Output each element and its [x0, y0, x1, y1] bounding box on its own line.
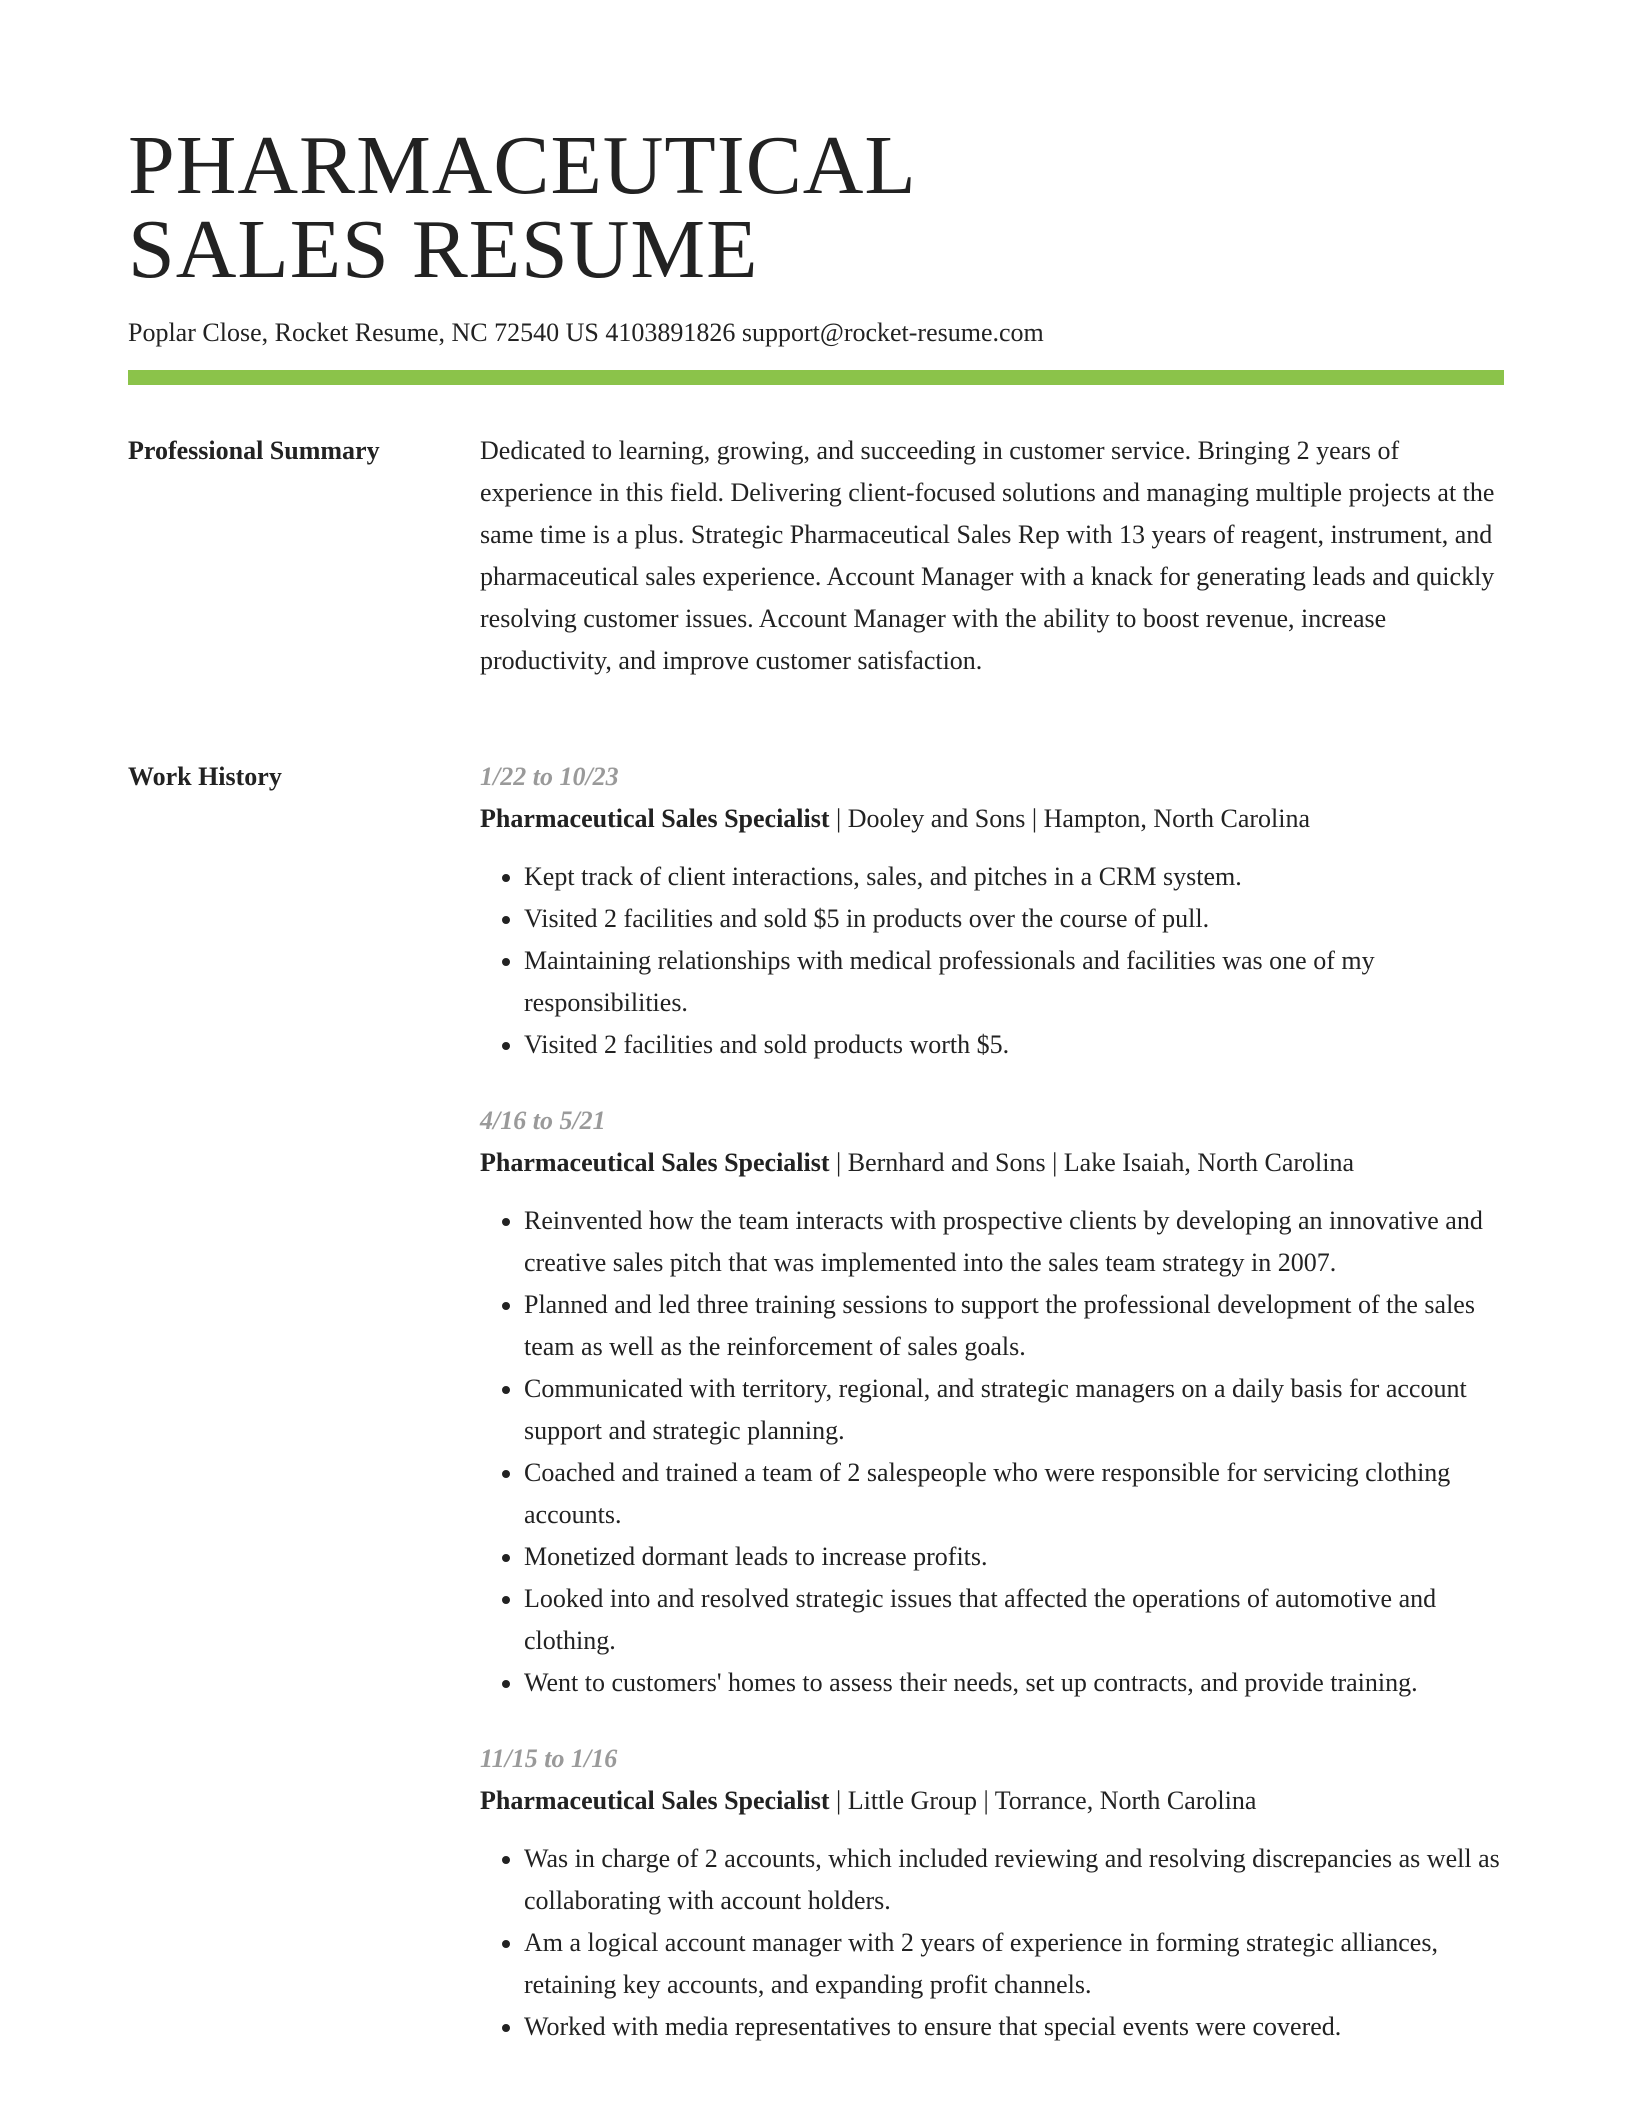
job-bullet-list: [480, 856, 1510, 1066]
resume-title: [128, 119, 917, 296]
job-bullet: • Monetized dormant leads to increase profits.: [524, 1536, 1510, 1578]
job-bullet: • Was in charge of 2 accounts, which included reviewing and resolving discrepancies as well as collaborating with account holders.: [524, 1838, 1510, 1922]
job-entry: [480, 756, 1510, 1066]
job-bullet: • Looked into and resolved strategic issues that affected the operations of automotive and clothing.: [524, 1578, 1510, 1662]
resume-title-line-1: PHARMACEUTICAL: [128, 119, 917, 212]
job-dates: 1/22 to 10/23: [480, 762, 619, 791]
job-bullet: • Went to customers' homes to assess their needs, set up contracts, and provide training.: [524, 1662, 1510, 1704]
job-details: | Dooley and Sons | Hampton, North Carolina: [829, 804, 1311, 833]
work-history-label: Work History: [128, 762, 282, 791]
job-details: | Little Group | Torrance, North Carolina: [829, 1786, 1257, 1815]
resume-title-line-2: SALES RESUME: [128, 203, 759, 296]
job-bullet: • Communicated with territory, regional, and strategic managers on a daily basis for account support and strategic planning.: [524, 1368, 1510, 1452]
job-bullet: • Coached and trained a team of 2 salespeople who were responsible for servicing clothing accounts.: [524, 1452, 1510, 1536]
job-bullet: • Maintaining relationships with medical professionals and facilities was one of my responsibilities.: [524, 940, 1510, 1024]
job-entry: [480, 1100, 1510, 1704]
professional-summary-body: [480, 430, 1510, 682]
job-bullet: • Worked with media representatives to ensure that special events were covered.: [524, 2006, 1510, 2048]
professional-summary-label: Professional Summary: [128, 436, 380, 465]
contact-info: Poplar Close, Rocket Resume, NC 72540 US 4103891826 support@rocket-resume.com: [128, 318, 1044, 347]
job-title: Pharmaceutical Sales Specialist: [480, 804, 830, 833]
job-heading: [480, 1142, 1510, 1184]
job-title: Pharmaceutical Sales Specialist: [480, 1786, 830, 1815]
job-bullet: • Planned and led three training sessions to support the professional development of the sales team as well as the reinforcement of sales goals.: [524, 1284, 1510, 1368]
job-dates: 4/16 to 5/21: [480, 1106, 606, 1135]
job-details: | Bernhard and Sons | Lake Isaiah, North Carolina: [829, 1148, 1355, 1177]
job-bullet: • Am a logical account manager with 2 years of experience in forming strategic alliances, retaining key accounts, and expanding profit channels.: [524, 1922, 1510, 2006]
job-bullet: • Visited 2 facilities and sold $5 in products over the course of pull.: [524, 898, 1510, 940]
professional-summary-text: Dedicated to learning, growing, and succeeding in customer service. Bringing 2 years of experience in this field. Delivering client-focused solutions and managing multiple projects at the same time is a plus. Strategic Pharmaceutical Sales Rep with 13 years of reagent, instrument, and pharmaceutical sales experience. Account Manager with a knack for generating leads and quickly resolving customer issues. Account Manager with the ability to boost revenue, increase productivity, and improve customer satisfaction.: [480, 436, 1495, 675]
job-heading: [480, 1780, 1510, 1822]
accent-divider: [128, 370, 1504, 385]
job-heading: [480, 798, 1510, 840]
job-bullet-list: [480, 1200, 1510, 1704]
job-bullet: • Reinvented how the team interacts with prospective clients by developing an innovative and creative sales pitch that was implemented into the sales team strategy in 2007.: [524, 1200, 1510, 1284]
job-dates: 11/15 to 1/16: [480, 1744, 618, 1773]
job-bullet: • Kept track of client interactions, sales, and pitches in a CRM system.: [524, 856, 1510, 898]
job-entry: [480, 1738, 1510, 2048]
job-bullet: • Visited 2 facilities and sold products worth $5.: [524, 1024, 1510, 1066]
work-history-body: [480, 756, 1510, 2082]
job-bullet-list: [480, 1838, 1510, 2048]
job-title: Pharmaceutical Sales Specialist: [480, 1148, 830, 1177]
